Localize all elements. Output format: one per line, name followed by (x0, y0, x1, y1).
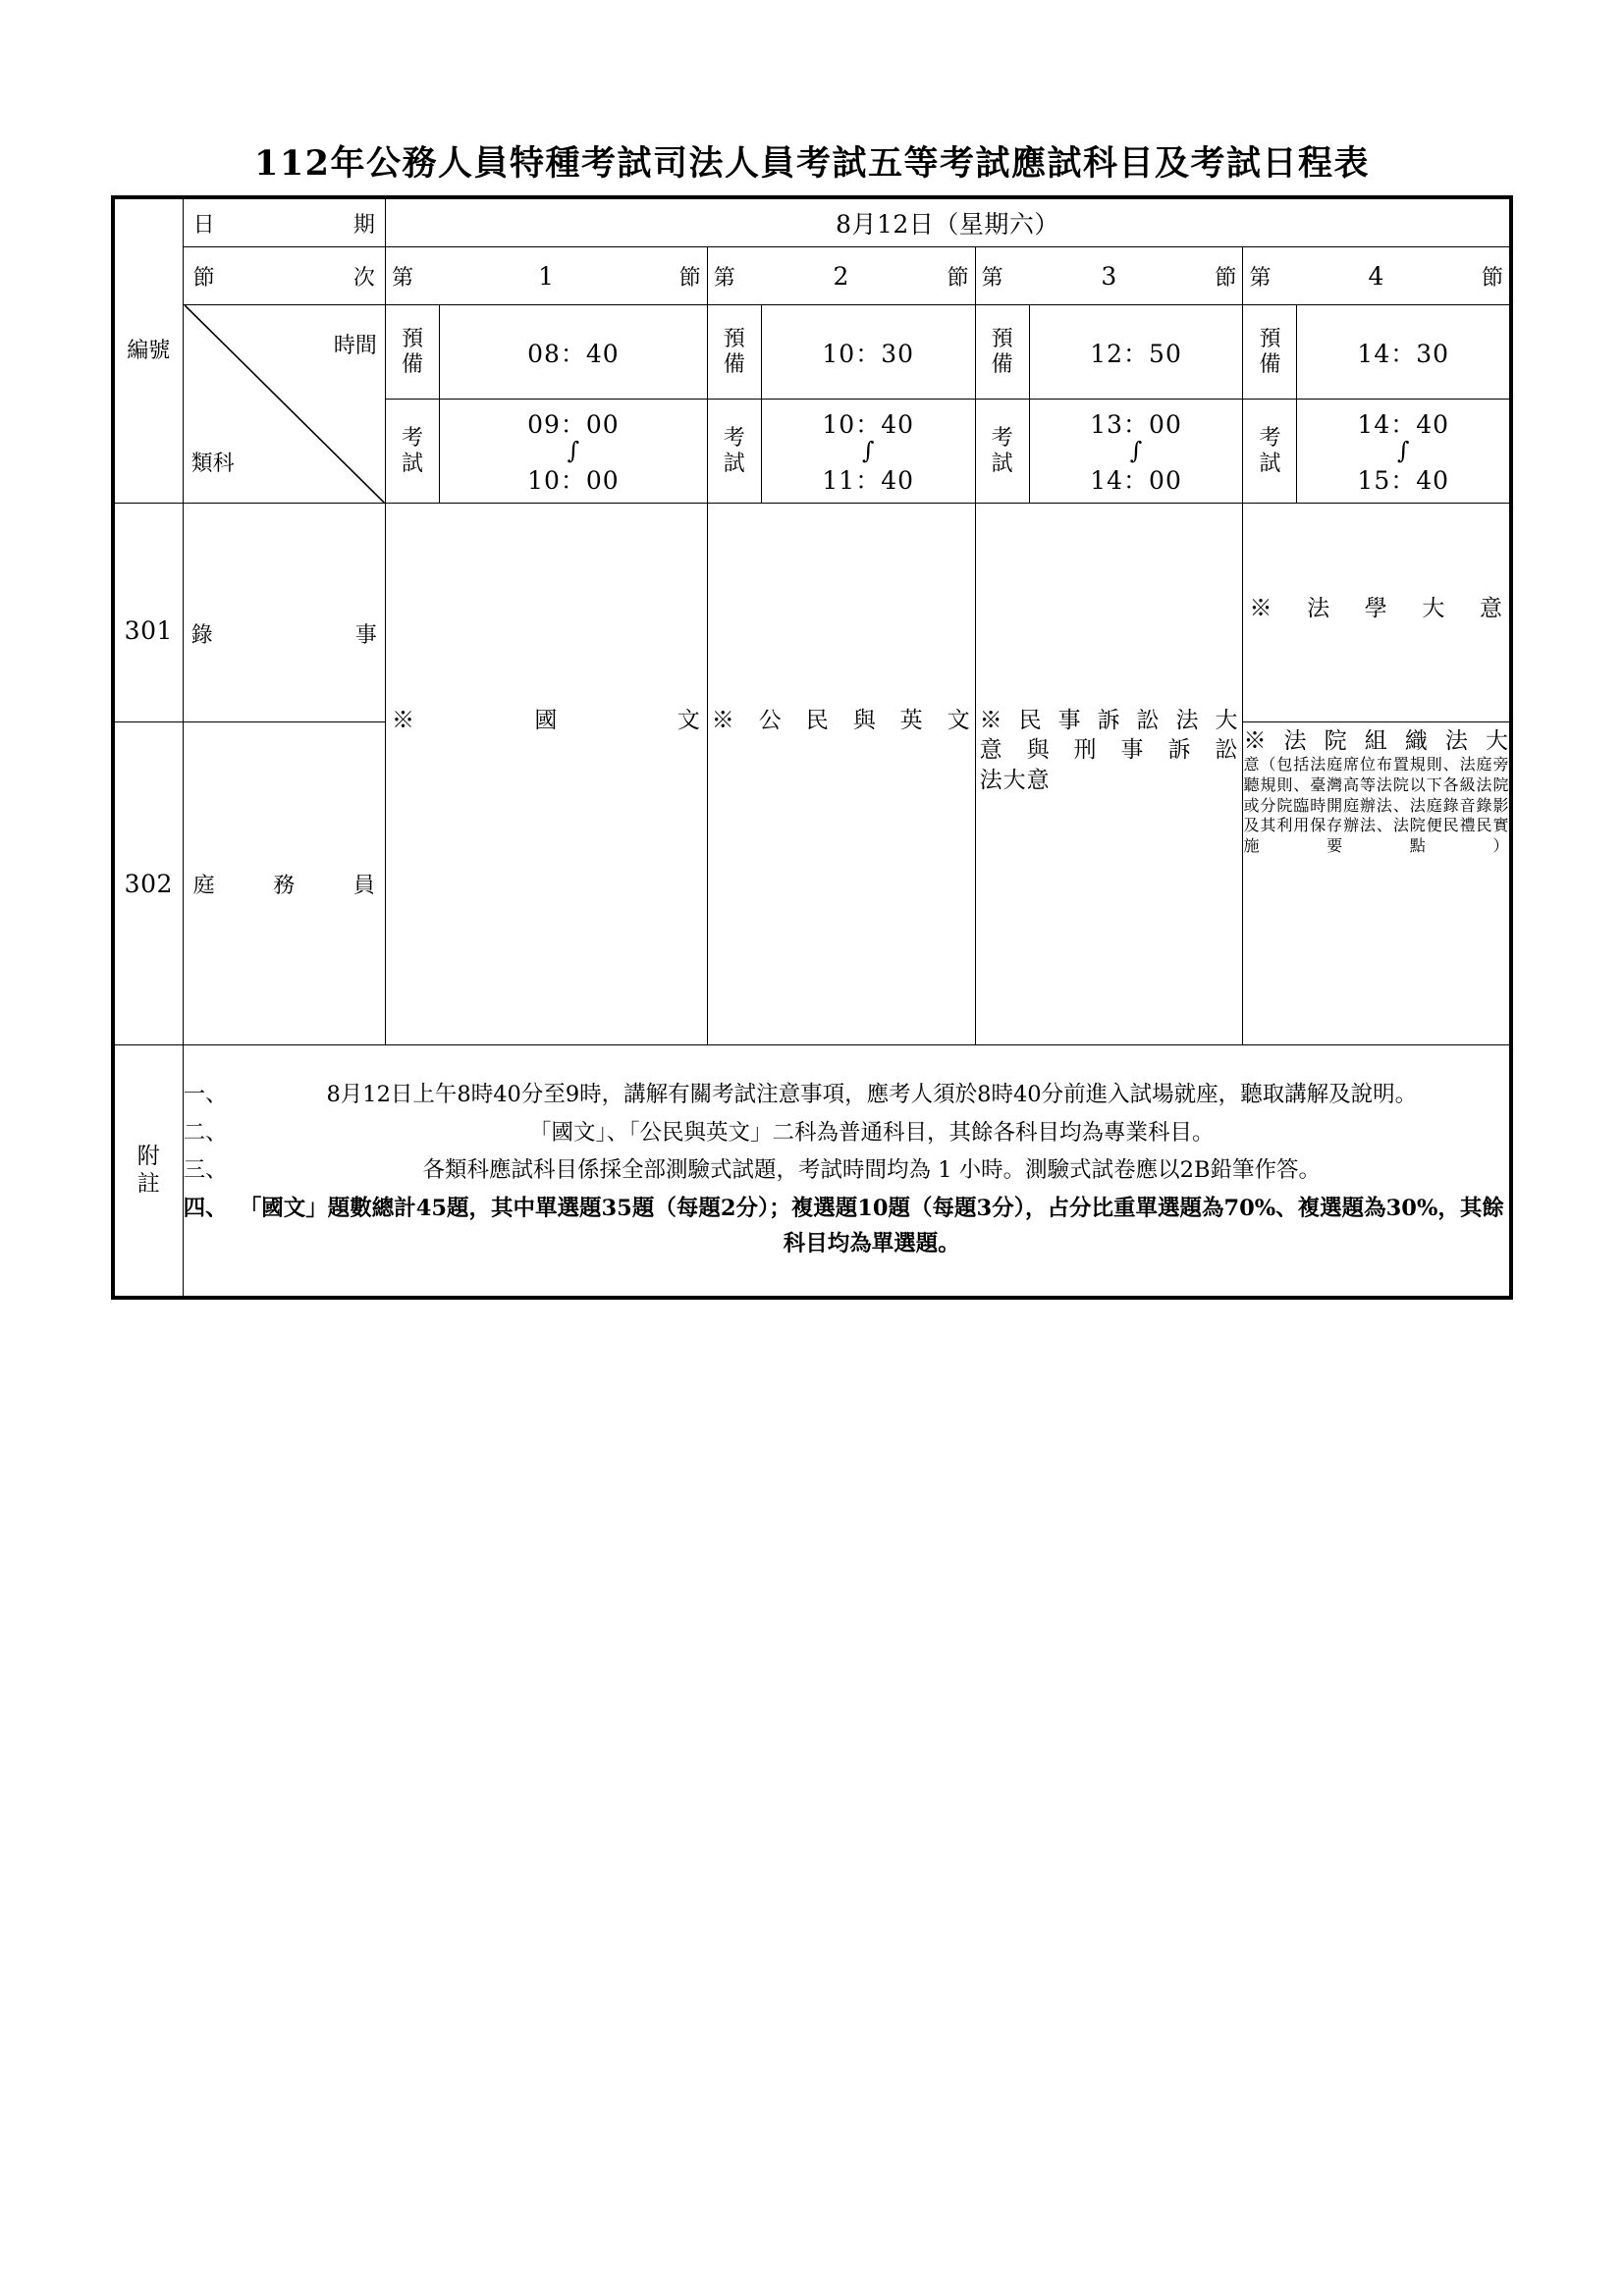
exam-time-2-start: 10：40 (822, 409, 915, 439)
prep-label-1-text: 預 備 (401, 326, 423, 377)
prep-time-2 (761, 305, 975, 400)
schedule-table-container (111, 195, 1513, 1300)
exam-time-4 (1297, 400, 1511, 504)
category-axis-label: 類科 (190, 452, 235, 476)
exam-time-1 (439, 400, 707, 504)
exam-time-3-end: 14：00 (1090, 466, 1182, 496)
exam-label-1-text: 考 試 (401, 425, 423, 476)
period-3-header (975, 247, 1243, 305)
exam-time-4-tilde: ∫ (1396, 436, 1410, 464)
exam-time-4-start: 14：40 (1357, 409, 1450, 439)
date-value: 8月12日（星期六） (836, 210, 1059, 239)
time-axis-label: 時間 (333, 334, 377, 358)
prep-label-4-text: 預 備 (1259, 326, 1281, 377)
subject-period3-cell (975, 504, 1243, 1045)
row-301-name: 錄事 (190, 623, 377, 648)
subject-period3-line2: 意與刑事訴訟 (979, 737, 1239, 764)
subject-302-period4-head: ※法院組織法大 (1243, 728, 1509, 754)
subject-period1-cell (385, 504, 707, 1045)
period-4-label: 第4節 (1249, 261, 1503, 291)
note-item-4-bullet: 四、 (183, 1195, 228, 1221)
exam-label-4 (1243, 400, 1297, 504)
note-item-3-bullet: 三、 (183, 1157, 228, 1184)
subject-301-period4-text: ※法學大意 (1249, 596, 1503, 621)
prep-time-1-value: 08：40 (527, 339, 620, 368)
prep-label-3 (975, 305, 1029, 400)
prep-label-1 (385, 305, 439, 400)
row-301-code: 301 (124, 616, 173, 645)
period-3-label: 第3節 (981, 261, 1237, 291)
row-302-name-cell (183, 722, 385, 1045)
time-category-diagonal-cell (183, 305, 385, 504)
exam-label-1 (385, 400, 439, 504)
date-value-cell (385, 197, 1511, 247)
prep-label-2-text: 預 備 (723, 326, 745, 377)
subject-302-period4-cell (1243, 722, 1511, 1045)
row-302-code-cell (113, 722, 183, 1045)
row-301-code-cell (113, 504, 183, 722)
note-item-2 (184, 1115, 1509, 1150)
id-header-cell (113, 197, 183, 504)
exam-time-3 (1029, 400, 1243, 504)
period-header-label-cell (183, 247, 385, 305)
note-item-2-text: 「國文」、「公民與英文」二科為普通科目，其餘各科目均為專業科目。 (529, 1119, 1215, 1146)
table-row-prep-time (113, 305, 1511, 400)
row-302-code: 302 (124, 869, 173, 898)
prep-time-1 (439, 305, 707, 400)
subject-period3-line3: 法大意 (979, 767, 1051, 793)
date-header-label-cell (183, 197, 385, 247)
note-item-2-bullet: 二、 (183, 1119, 228, 1146)
note-item-1-bullet: 一、 (183, 1082, 228, 1108)
exam-label-3 (975, 400, 1029, 504)
exam-time-2-end: 11：40 (822, 466, 915, 496)
subject-period3-line1: ※民事訴訟法大 (979, 708, 1239, 733)
subject-period1-text: ※國文 (391, 708, 701, 733)
subject-period2-cell (707, 504, 975, 1045)
prep-label-4 (1243, 305, 1297, 400)
row-302-name: 庭務員 (192, 873, 375, 898)
period-1-label: 第1節 (391, 261, 701, 291)
prep-time-4-value: 14：30 (1357, 339, 1450, 368)
table-row-date (113, 197, 1511, 247)
exam-label-3-text: 考 試 (991, 425, 1013, 476)
subject-302-period4-body: 意（包括法庭席位布置規則、法庭旁聽規則、臺灣高等法院以下各級法院或分院臨時開庭辦法、法庭錄音錄影及其利用保存辦法、法院便民禮民實施要點） (1243, 755, 1509, 856)
prep-time-3-value: 12：50 (1090, 339, 1182, 368)
table-row-301 (113, 504, 1511, 722)
exam-time-2-tilde: ∫ (861, 436, 875, 464)
exam-label-4-text: 考 試 (1259, 425, 1281, 476)
subject-period2-text: ※公民與英文 (711, 708, 971, 733)
period-header-label: 節次 (192, 265, 375, 291)
table-row-period (113, 247, 1511, 305)
note-item-1 (184, 1077, 1509, 1112)
exam-time-2 (761, 400, 975, 504)
exam-label-2 (707, 400, 761, 504)
table-row-notes (113, 1045, 1511, 1299)
prep-label-2 (707, 305, 761, 400)
notes-label-cell (113, 1045, 183, 1299)
prep-label-3-text: 預 備 (991, 326, 1013, 377)
period-1-header (385, 247, 707, 305)
row-301-name-cell (183, 504, 385, 722)
period-2-header (707, 247, 975, 305)
note-item-3 (184, 1152, 1509, 1188)
exam-time-3-tilde: ∫ (1129, 436, 1143, 464)
exam-time-1-end: 10：00 (527, 466, 620, 496)
prep-time-2-value: 10：30 (822, 339, 915, 368)
exam-time-1-start: 09：00 (527, 409, 620, 439)
exam-schedule-table (111, 195, 1513, 1300)
date-header-label: 日期 (192, 212, 375, 238)
period-4-header (1243, 247, 1511, 305)
note-item-4-text: 「國文」題數總計45題，其中單選題35題（每題2分）；複選題10題（每題3分），占分比重單選題為70%、複選題為30%，其餘科目均為單選題。 (239, 1195, 1504, 1257)
notes-label: 附 註 (136, 1143, 160, 1197)
prep-time-3 (1029, 305, 1243, 400)
exam-time-3-start: 13：00 (1090, 409, 1182, 439)
subject-301-period4-cell (1243, 504, 1511, 722)
exam-label-2-text: 考 試 (723, 425, 745, 476)
notes-content-cell (183, 1045, 1511, 1299)
id-header-label: 編號 (127, 338, 171, 363)
note-item-4 (184, 1191, 1509, 1262)
period-2-label: 第2節 (713, 261, 969, 291)
prep-time-4 (1297, 305, 1511, 400)
note-item-3-text: 各類科應試科目係採全部測驗式試題，考試時間均為 1 小時。測驗式試卷應以2B鉛筆作答。 (422, 1157, 1322, 1184)
exam-time-1-tilde: ∫ (567, 436, 580, 464)
note-item-1-text: 8月12日上午8時40分至9時，講解有關考試注意事項，應考人須於8時40分前進入試場就座，聽取講解及說明。 (326, 1082, 1418, 1108)
exam-time-4-end: 15：40 (1357, 466, 1450, 496)
page-title: 112年公務人員特種考試司法人員考試五等考試應試科目及考試日程表 (253, 143, 1371, 184)
